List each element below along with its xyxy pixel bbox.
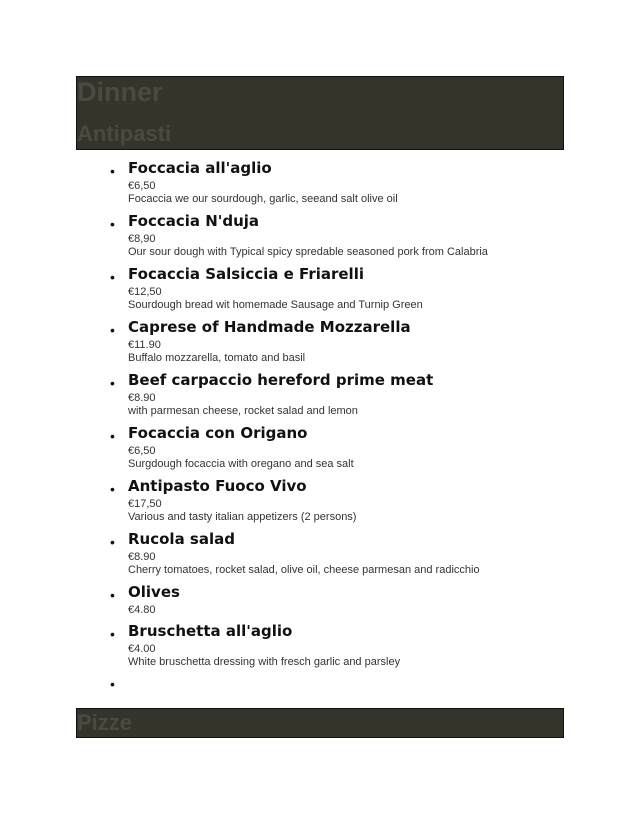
section-title-antipasti: Antipasti (77, 121, 172, 146)
list-item (110, 473, 598, 526)
item-price: €6,50 (128, 445, 156, 457)
item-description: with parmesan cheese, rocket salad and lemon (128, 405, 358, 417)
item-price: €17,50 (128, 498, 162, 510)
pizze-header (76, 708, 564, 738)
list-item (110, 420, 598, 473)
item-description: White bruschetta dressing with fresch garlic and parsley (128, 656, 401, 668)
item-price: €12,50 (128, 286, 162, 298)
dinner-header (76, 76, 564, 150)
list-item (110, 579, 598, 618)
list-item (110, 314, 598, 367)
item-name: Caprese of Handmade Mozzarella (128, 318, 411, 336)
item-price: €11.90 (128, 339, 161, 351)
item-name: Beef carpaccio hereford prime meat (128, 371, 434, 389)
item-description: Surgdough focaccia with oregano and sea salt (128, 458, 354, 470)
bullet-icon: • (110, 587, 115, 603)
bullet-icon: • (110, 269, 115, 285)
item-description: Buffalo mozzarella, tomato and basil (128, 352, 306, 364)
bullet-icon: • (110, 481, 115, 497)
list-item (110, 155, 598, 208)
item-name: Foccacia all'aglio (128, 159, 272, 177)
item-name: Focaccia con Origano (128, 424, 308, 442)
item-price: €4.80 (128, 604, 156, 616)
item-description: Sourdough bread wit homemade Sausage and Turnip Green (128, 299, 423, 311)
bullet-icon: • (110, 626, 115, 642)
list-item (110, 526, 598, 579)
item-name: Antipasto Fuoco Vivo (128, 477, 307, 495)
list-item (110, 261, 598, 314)
item-name: Bruschetta all'aglio (128, 622, 293, 640)
item-name: Olives (128, 583, 180, 601)
bullet-icon: • (110, 534, 115, 550)
item-price: €8.90 (128, 392, 156, 404)
item-description: Focaccia we our sourdough, garlic, seeand salt olive oil (128, 193, 398, 205)
item-price: €6,50 (128, 180, 156, 192)
bullet-icon: • (110, 216, 115, 232)
item-description: Various and tasty italian appetizers (2 persons) (128, 511, 357, 523)
antipasti-list (110, 155, 598, 671)
list-item (110, 618, 598, 671)
item-name: Foccacia N'duja (128, 212, 260, 230)
bullet-icon: • (110, 322, 115, 338)
item-name: Focaccia Salsiccia e Friarelli (128, 265, 364, 283)
item-name: Rucola salad (128, 530, 235, 548)
bullet-icon: • (110, 163, 115, 179)
item-price: €8.90 (128, 551, 156, 563)
section-title-pizze: Pizze (77, 710, 133, 735)
list-item (110, 208, 598, 261)
empty-bullet-icon: • (110, 676, 115, 692)
bullet-icon: • (110, 375, 115, 391)
list-item (110, 367, 598, 420)
item-price: €4.00 (128, 643, 156, 655)
item-price: €8,90 (128, 233, 156, 245)
bullet-icon: • (110, 428, 115, 444)
item-description: Our sour dough with Typical spicy spredable seasoned pork from Calabria (128, 246, 488, 258)
item-description: Cherry tomatoes, rocket salad, olive oil, cheese parmesan and radicchio (128, 564, 480, 576)
page-title: Dinner (77, 77, 163, 107)
